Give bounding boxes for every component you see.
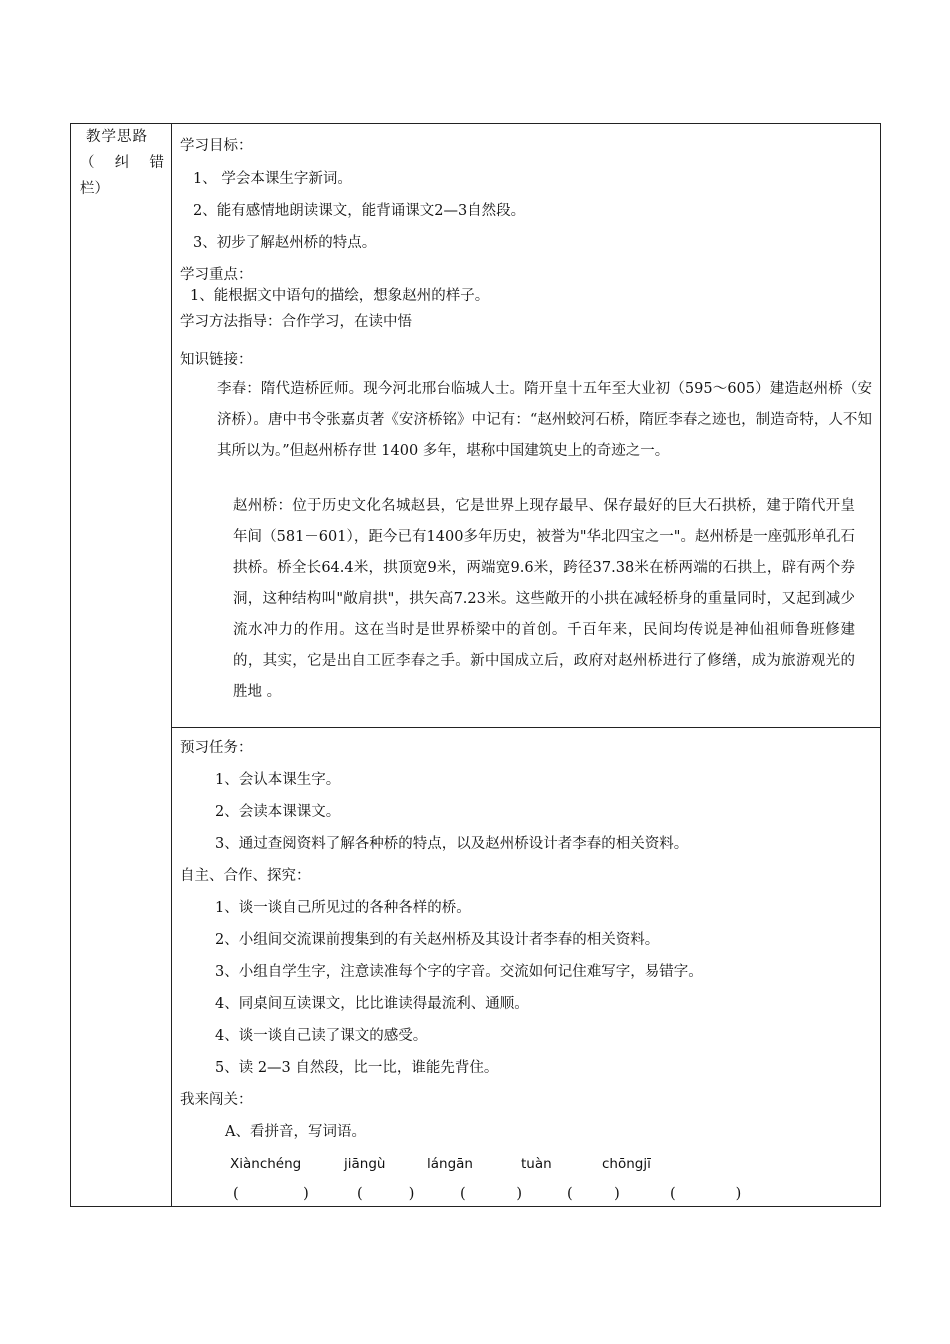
focus-heading: 学习重点： <box>180 267 253 283</box>
explore-item: 5、读 2—3 自然段，比一比，谁能先背住。 <box>215 1060 499 1076</box>
challenge-heading: 我来闯关： <box>180 1092 253 1108</box>
table-column-divider <box>171 123 172 1207</box>
pinyin-word: tuàn <box>521 1156 552 1172</box>
pinyin-word: lángān <box>427 1156 473 1172</box>
table-border-right <box>880 123 881 1207</box>
explore-item: 4、同桌间互读课文，比比谁读得最流利、通顺。 <box>215 996 529 1012</box>
explore-item: 2、小组间交流课前搜集到的有关赵州桥及其设计者李春的相关资料。 <box>215 932 660 948</box>
goals-heading: 学习目标： <box>180 138 253 154</box>
left-column-label <box>80 124 164 202</box>
answer-bracket: ( ) <box>567 1186 620 1202</box>
label-char: 错 <box>149 155 164 171</box>
preview-item: 3、通过查阅资料了解各种桥的特点，以及赵州桥设计者李春的相关资料。 <box>215 836 689 852</box>
explore-heading: 自主、合作、探究： <box>180 868 311 884</box>
task-a: A、看拼音，写词语。 <box>225 1124 366 1140</box>
explore-item: 3、小组自学生字，注意读准每个字的字音。交流如何记住难写字，易错字。 <box>215 964 703 980</box>
label-line-1: 教学思路 <box>86 129 148 145</box>
pinyin-word: Xiànchéng <box>230 1156 302 1172</box>
label-line-2 <box>80 150 164 176</box>
table-row-divider <box>171 727 881 728</box>
answer-bracket: ( ) <box>670 1186 742 1202</box>
knowledge-heading: 知识链接： <box>180 352 253 368</box>
label-line-3: 栏） <box>80 181 109 197</box>
method-line: 学习方法指导：合作学习，在读中悟 <box>180 314 412 330</box>
explore-item: 4、谈一谈自己读了课文的感受。 <box>215 1028 428 1044</box>
answer-bracket: ( ) <box>357 1186 415 1202</box>
explore-item: 1、谈一谈自己所见过的各种各样的桥。 <box>215 900 471 916</box>
table-border-bottom <box>70 1206 881 1207</box>
goal-item: 3、初步了解赵州桥的特点。 <box>193 235 377 251</box>
zhaozhou-bridge-paragraph: 赵州桥：位于历史文化名城赵县，它是世界上现存最早、保存最好的巨大石拱桥，建于隋代开皇年间（581－601），距今已有1400多年历史，被誉为"华北四宝之一"。赵州桥是一座弧形单孔石拱桥。桥全长64.4米，拱顶宽9米，两端宽9.6米，跨径37.38米在桥两端的石拱上，辟有两个券洞，这种结构叫"敞肩拱"，拱矢高7.23米。这些敞开的小拱在减轻桥身的重量同时，又起到减少流水冲力的作用。这在当时是世界桥梁中的首创。千百年来，民间均传说是神仙祖师鲁班修建的，其实，它是出自工匠李春之手。新中国成立后，政府对赵州桥进行了修缮，成为旅游观光的胜地 。 <box>233 498 855 700</box>
label-char: 纠 <box>114 155 130 171</box>
preview-item: 1、会认本课生字。 <box>215 772 341 788</box>
table-border-top <box>70 123 881 124</box>
table-border-left <box>70 123 71 1207</box>
goal-item: 1、 学会本课生字新词。 <box>193 171 352 187</box>
preview-heading: 预习任务： <box>180 740 253 756</box>
goal-item: 2、能有感情地朗读课文，能背诵课文2—3自然段。 <box>193 203 526 219</box>
focus-item: 1、能根据文中语句的描绘，想象赵州的样子。 <box>190 288 490 304</box>
pinyin-word: jiāngù <box>344 1156 386 1172</box>
answer-bracket: ( ) <box>460 1186 523 1202</box>
pinyin-word: chōngjī <box>602 1156 651 1172</box>
preview-item: 2、会读本课课文。 <box>215 804 341 820</box>
li-chun-paragraph: 李春：隋代造桥匠师。现今河北邢台临城人士。隋开皇十五年至大业初（595～605）建造赵州桥（安济桥）。唐中书令张嘉贞著《安济桥铭》中记有：“赵州蛟河石桥，隋匠李春之迹也，制造奇特，人不知其所以为。”但赵州桥存世 1400 多年，堪称中国建筑史上的奇迹之一。 <box>217 381 872 459</box>
label-char: （ <box>80 155 95 171</box>
answer-bracket: ( ) <box>233 1186 309 1202</box>
